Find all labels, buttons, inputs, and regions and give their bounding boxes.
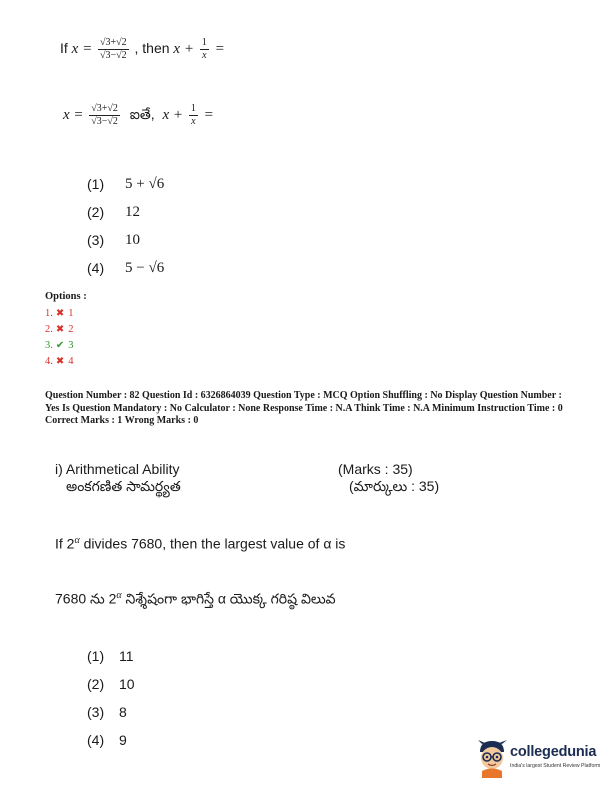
cross-icon: ✖ xyxy=(55,355,65,367)
section-header xyxy=(55,459,455,497)
check-icon: ✔ xyxy=(55,339,65,351)
fraction: $\frac{1}{x}$ xyxy=(190,103,196,127)
question-2-telugu-text: 7680 ను $2^\alpha$ నిశ్శేషంగా భాగిస్తే α యొక్క గరిష్ఠ విలువ xyxy=(55,590,336,607)
answer-options-block xyxy=(45,291,87,369)
fraction: $\frac{√3+√2}{√3-√2}$ xyxy=(99,37,127,61)
section-marks: (Marks : 35) xyxy=(338,460,413,477)
answer-option-row-correct: 3. ✔ 3 xyxy=(45,339,74,351)
fraction: $\frac{√3+√2}{√3-√2}$ xyxy=(91,103,118,127)
question-2-text: If $2^\alpha$ divides 7680, then the largest value of α is xyxy=(55,535,346,552)
answer-option-row: 1. ✖ 1 xyxy=(45,307,74,319)
option-row: (3) 8 xyxy=(87,704,127,720)
mascot-logo-icon xyxy=(474,738,510,778)
question-1-options xyxy=(87,170,164,282)
question-meta xyxy=(45,390,575,428)
question-meta-details: Question Number : 82 Question Id : 6326864039 Question Type : MCQ Option Shuffling : No Display Question Number : Yes Is Question Mandatory : No Calculator : None Response Time : N.A Think Time : N.A Minimum Instruction Time : 0 xyxy=(45,390,563,414)
option-row: (4) 5 − √6 xyxy=(87,259,165,276)
option-row: (1) 5 + √6 xyxy=(87,175,165,192)
question-2-options xyxy=(87,642,135,754)
brand-tagline: India's largest Student Review Platform xyxy=(510,763,601,769)
cross-icon: ✖ xyxy=(55,307,65,319)
option-row: (4) 9 xyxy=(87,732,127,748)
section-name: i) Arithmetical Ability xyxy=(55,460,180,477)
section-name-telugu: అంకగణిత సామర్థ్యత xyxy=(66,477,181,494)
question-marks: Correct Marks : 1 Wrong Marks : 0 xyxy=(45,415,199,426)
option-row: (3) 10 xyxy=(87,231,140,248)
cross-icon: ✖ xyxy=(55,323,65,335)
section-marks-telugu: (మార్కులు : 35) xyxy=(349,477,440,494)
question-1-telugu-text: x = $\frac{√3+√2}{√3-√2}$ ఐతే, x + $\frac{1}{x}$ = xyxy=(63,103,214,127)
brand-name: collegedunia xyxy=(510,744,597,760)
options-title: Options : xyxy=(45,291,87,302)
option-row: (2) 10 xyxy=(87,676,135,692)
answer-option-row: 2. ✖ 2 xyxy=(45,323,74,335)
fraction: $\frac{1}{x}$ xyxy=(201,37,207,61)
option-row: (2) 12 xyxy=(87,203,140,220)
option-row: (1) 11 xyxy=(87,648,134,664)
answer-option-row: 4. ✖ 4 xyxy=(45,355,74,367)
question-1-text: If x = $\frac{√3+√2}{√3-√2}$ , then x + $\frac{1}{x}$ = xyxy=(60,37,225,61)
